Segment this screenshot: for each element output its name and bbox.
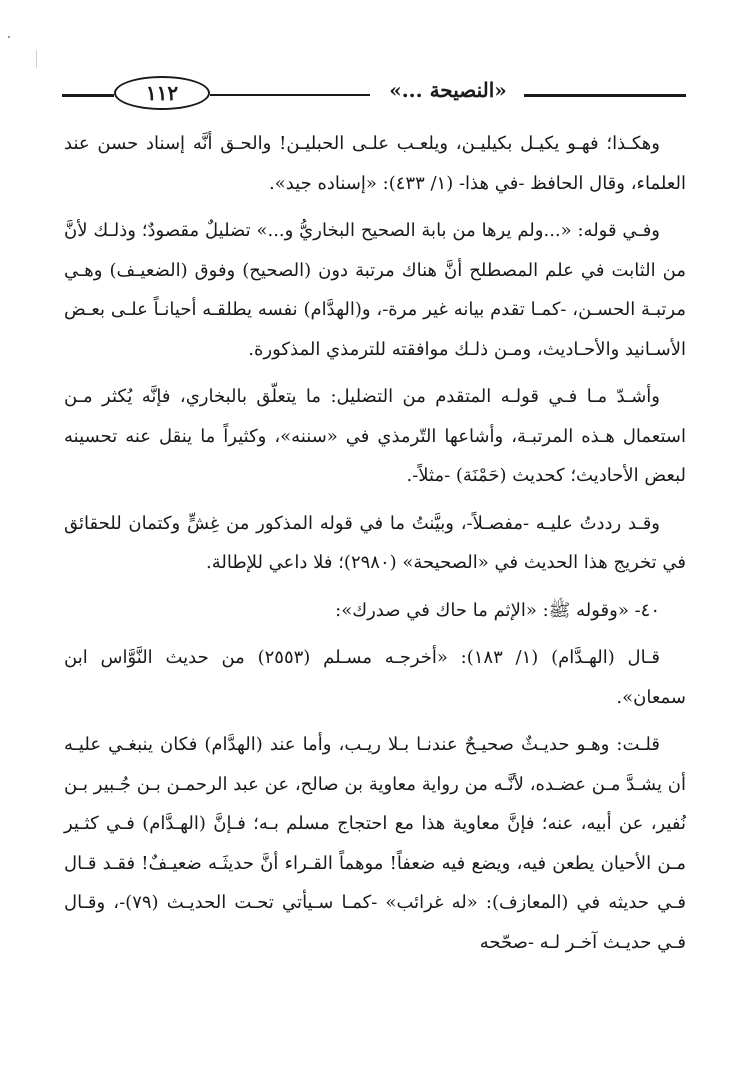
header-rule-right (524, 94, 686, 97)
paragraph-1: وهكـذا؛ فهـو يكيـل بكيليـن، ويلعـب علـى الحبليـن! والحـق أنَّه إسناد حسن عند العلماء، وقال الحافظ -في هذا- (١/ ٤٣٣): «إسناده جيد». (64, 133, 686, 194)
paragraph-6: قلـت: وهـو حديـثٌ صحيـحٌ عندنـا بـلا ريـب، وأما عند (الهدَّام) فكان ينبغـي عليـه أن يشـدَّ مـن عضـده، لأنَّـه من رواية معاوية بن صالح، عن عبد الرحمـن بـن جُـبير بـن نُفير، عن أبيه، عنه؛ فإنَّ معاوية هذا مع احتجاج مسلم بـه؛ فـإنَّ (الهـدَّام) فـي كثـير مـن الأحيان يطعن فيه، ويضع فيه ضعفاً! موهماً القـراء أنَّ حديثَـه ضعيـفٌ! فقـد قـال فـي حديثه في (المعازف): «له غرائب» -كمـا سـيأتي تحـت الحديـث (٧٩)-، وقـال فـي حديـث آخـر لـه -صحّحه (64, 734, 686, 953)
paragraph-5: قـال (الهـدَّام) (١/ ١٨٣): «أخرجـه مسـلم (٢٥٥٣) من حديث النَّوَّاس ابن سمعان». (64, 647, 686, 708)
page-body (64, 124, 686, 970)
page-number: ١١٢ (114, 76, 210, 110)
paragraph-4: وقـد رددتُ عليـه -مفصـلاً-، وبيَّنتُ ما في قوله المذكور من غِشٍّ وكتمان للحقائق في تخريج هذا الحديث في «الصحيحة» (٢٩٨٠)؛ فلا داعي للإطالة. (64, 512, 686, 573)
scan-tick (36, 50, 37, 68)
paragraph-3: وأشـدّ مـا فـي قولـه المتقدم من التضليل: ما يتعلّق بالبخاري، فإنَّه يُكثر مـن استعمال هـذه المرتبـة، وأشاعها التّرمذي في «سننه»، وكثيراً ما ينقل عنه تحسينه لبعض الأحاديث؛ كحديث (حَمْنَة) -مثلاً-. (64, 386, 686, 486)
header-rule-middle (210, 94, 370, 96)
page-header (62, 72, 686, 112)
hadith-heading-40: ٤٠- «وقوله ﷺ: «الإثم ما حاك في صدرك»: (335, 599, 660, 621)
header-rule-left (62, 94, 114, 97)
scan-mark (8, 36, 10, 38)
paragraph-2: وفـي قوله: «...ولم يرها من بابة الصحيح البخاريُّ و...» تضليلٌ مقصودٌ؛ وذلـك لأنَّ من الثابت في علم المصطلح أنَّ هناك مرتبة دون (الصحيح) وفوق (الضعيـف) وهـي مرتبـة الحسـن، -كمـا تقدم بيانه غير مرة-، و(الهدَّام) نفسه يطلقـه أحيانـاً علـى بعـض الأسـانيد والأحـاديث، ومـن ذلـك موافقته للترمذي المذكورة. (64, 220, 686, 360)
running-title: «النصيحة ...» (389, 78, 507, 102)
